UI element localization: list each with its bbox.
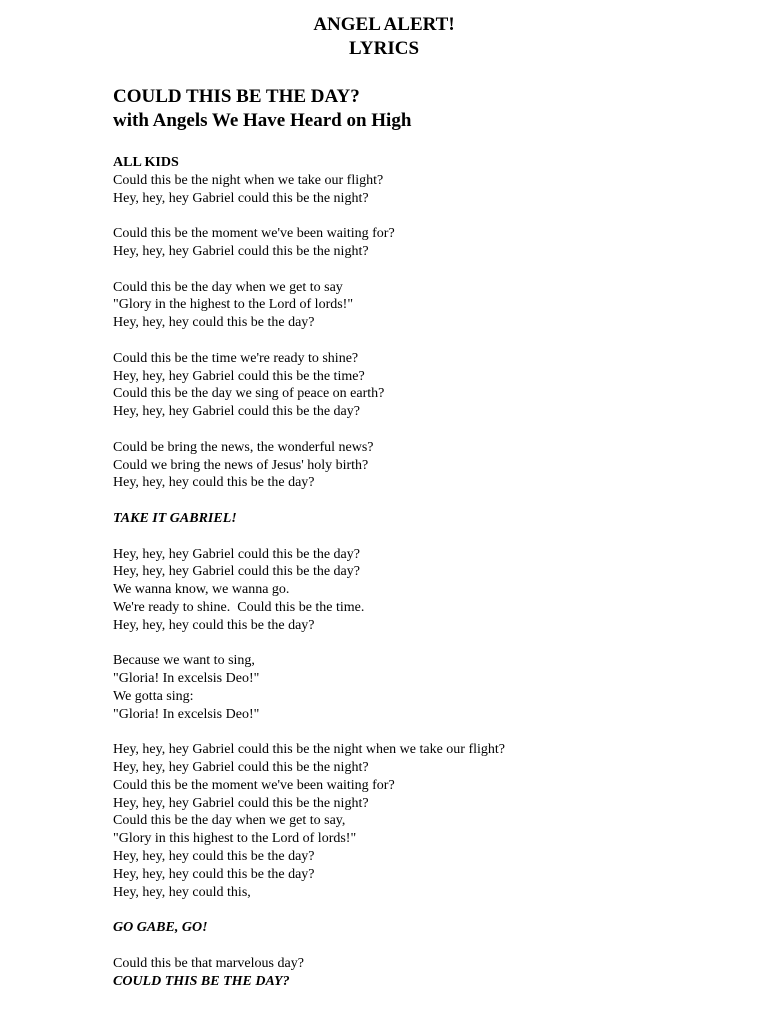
header-subtitle: LYRICS bbox=[348, 38, 420, 59]
lyric-line: Could this be the time we're ready to shine? bbox=[113, 350, 359, 366]
lyric-line: Could this be that marvelous day? bbox=[113, 955, 304, 971]
lyric-line: Could be bring the news, the wonderful news? bbox=[113, 439, 374, 455]
lyric-line: We wanna know, we wanna go. bbox=[113, 582, 290, 598]
document-header bbox=[0, 13, 768, 61]
stanza-gap bbox=[113, 207, 733, 225]
lyric-line: Hey, hey, hey Gabriel could this be the day? bbox=[113, 404, 360, 420]
lyric-line: "Glory in this highest to the Lord of lords!" bbox=[113, 831, 357, 847]
lyric-line: Hey, hey, hey Gabriel could this be the night? bbox=[113, 760, 369, 776]
lyric-line: Because we want to sing, bbox=[113, 653, 255, 669]
lyric-line: Hey, hey, hey Gabriel could this be the night? bbox=[113, 190, 369, 206]
lyric-line: Hey, hey, hey Gabriel could this be the night when we take our flight? bbox=[113, 742, 506, 758]
lyric-line: "Gloria! In excelsis Deo!" bbox=[113, 706, 260, 722]
shout-line: GO GABE, GO! bbox=[113, 920, 208, 936]
lyric-line: Hey, hey, hey could this be the day? bbox=[113, 849, 315, 865]
lyric-line: Hey, hey, hey could this be the day? bbox=[113, 315, 315, 331]
lyric-line: We're ready to shine. Could this be the time. bbox=[113, 599, 365, 615]
lyric-line: Hey, hey, hey Gabriel could this be the day? bbox=[113, 546, 360, 562]
lyric-line: Hey, hey, hey could this be the day? bbox=[113, 617, 315, 633]
lyric-line: Hey, hey, hey could this be the day? bbox=[113, 866, 315, 882]
stanza-gap bbox=[113, 492, 733, 510]
lyric-line: Could this be the moment we've been waiting for? bbox=[113, 226, 395, 242]
lyric-line: Could this be the day when we get to say bbox=[113, 279, 343, 295]
shout-line: COULD THIS BE THE DAY? bbox=[113, 973, 290, 989]
lyric-line: Could this be the moment we've been waiting for? bbox=[113, 777, 395, 793]
header-title: ANGEL ALERT! bbox=[313, 14, 455, 35]
stanza-gap bbox=[113, 635, 733, 653]
lyric-line: Hey, hey, hey Gabriel could this be the night? bbox=[113, 795, 369, 811]
song-subtitle: with Angels We Have Heard on High bbox=[113, 110, 412, 131]
lyric-line: "Glory in the highest to the Lord of lords!" bbox=[113, 297, 354, 313]
lyric-line: Hey, hey, hey could this, bbox=[113, 884, 251, 900]
stanza-gap bbox=[113, 901, 733, 919]
stanza-gap bbox=[113, 937, 733, 955]
stanza-gap bbox=[113, 332, 733, 350]
lyric-line: Hey, hey, hey Gabriel could this be the time? bbox=[113, 368, 365, 384]
lyrics-body bbox=[113, 154, 733, 990]
lyric-line: Hey, hey, hey Gabriel could this be the day? bbox=[113, 564, 360, 580]
lyric-line: Could this be the day we sing of peace on earth? bbox=[113, 386, 385, 402]
lyric-line: We gotta sing: bbox=[113, 688, 194, 704]
stanza-gap bbox=[113, 261, 733, 279]
section-label: ALL KIDS bbox=[113, 155, 179, 170]
shout-line: TAKE IT GABRIEL! bbox=[113, 510, 237, 526]
lyric-line: Could we bring the news of Jesus' holy birth? bbox=[113, 457, 369, 473]
song-title: COULD THIS BE THE DAY? bbox=[113, 86, 360, 107]
lyric-line: "Gloria! In excelsis Deo!" bbox=[113, 671, 260, 687]
stanza-gap bbox=[113, 421, 733, 439]
stanza-gap bbox=[113, 528, 733, 546]
lyric-line: Hey, hey, hey could this be the day? bbox=[113, 475, 315, 491]
lyric-line: Hey, hey, hey Gabriel could this be the night? bbox=[113, 243, 369, 259]
lyric-line: Could this be the night when we take our flight? bbox=[113, 172, 384, 188]
lyric-line: Could this be the day when we get to say, bbox=[113, 813, 346, 829]
stanza-gap bbox=[113, 724, 733, 742]
